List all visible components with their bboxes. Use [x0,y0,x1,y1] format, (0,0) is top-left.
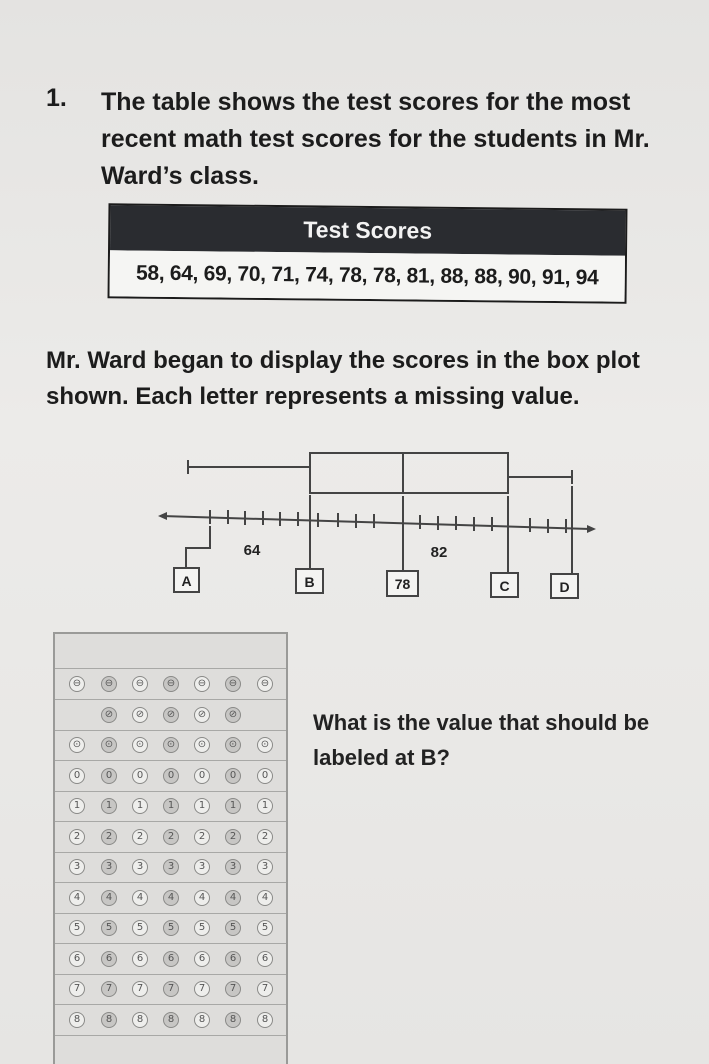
answer-bubble[interactable]: 7 [69,981,85,997]
answer-bubble[interactable]: 0 [69,768,85,784]
answer-bubble[interactable]: 6 [194,951,210,967]
label-box-c [491,573,518,597]
answer-bubble[interactable]: 5 [163,920,179,936]
scores-table [108,203,628,303]
answer-bubble[interactable]: 1 [163,798,179,814]
answer-bubble-grid [53,632,288,1064]
answer-bubble[interactable]: 2 [69,829,85,845]
answer-bubble[interactable]: ⊖ [163,676,179,692]
answer-bubble[interactable]: 4 [69,890,85,906]
answer-bubble[interactable]: 0 [132,768,148,784]
answer-bubble[interactable]: 6 [69,951,85,967]
answer-bubble[interactable]: 8 [101,1012,117,1028]
answer-bubble[interactable]: 7 [163,981,179,997]
answer-bubble[interactable]: 1 [257,798,273,814]
label-box-78 [387,571,418,596]
answer-bubble[interactable]: 0 [225,768,241,784]
label-box-b [296,569,323,593]
svg-text:C: C [499,578,510,594]
answer-bubble[interactable]: 3 [132,859,148,875]
answer-bubble[interactable]: 0 [101,768,117,784]
answer-bubble[interactable]: 2 [225,829,241,845]
grid-header-row [55,634,286,669]
question-b-text: What is the value that should be labeled at B? [313,710,650,770]
answer-bubble[interactable]: 6 [132,951,148,967]
tick-label-64: 64 [243,542,261,559]
answer-bubble[interactable]: 6 [225,951,241,967]
answer-bubble[interactable]: ⊖ [132,676,148,692]
answer-bubble[interactable]: 4 [257,890,273,906]
answer-bubble[interactable]: 2 [163,829,179,845]
table-scores: 58, 64, 69, 70, 71, 74, 78, 78, 81, 88, 88, 90, 91, 94 [110,250,625,301]
answer-bubble[interactable]: 8 [69,1012,85,1028]
answer-bubble[interactable]: 6 [163,951,179,967]
answer-bubble[interactable]: 0 [194,768,210,784]
answer-bubble[interactable]: 5 [132,920,148,936]
answer-bubble[interactable]: 3 [163,859,179,875]
answer-bubble[interactable]: 4 [194,890,210,906]
answer-bubble[interactable]: ⊖ [69,676,85,692]
answer-bubble[interactable]: 8 [257,1012,273,1028]
answer-bubble[interactable]: 7 [257,981,273,997]
answer-bubble[interactable]: 7 [132,981,148,997]
answer-bubble[interactable]: 1 [225,798,241,814]
answer-bubble[interactable]: ⊖ [257,676,273,692]
answer-bubble[interactable]: 5 [101,920,117,936]
answer-bubble[interactable]: 2 [132,829,148,845]
label-box-a [174,568,199,592]
answer-bubble[interactable]: 4 [163,890,179,906]
answer-bubble[interactable]: ⊙ [101,737,117,753]
answer-bubble[interactable]: 7 [225,981,241,997]
number-line-arrow-right [587,525,596,533]
answer-bubble[interactable]: ⊘ [101,707,117,723]
box [310,453,508,493]
answer-bubble[interactable]: 4 [132,890,148,906]
number-line-arrow-left [158,512,167,520]
leader-lines [186,486,572,576]
answer-bubble[interactable]: 6 [257,951,273,967]
answer-bubble[interactable]: 3 [101,859,117,875]
answer-bubble[interactable]: 8 [132,1012,148,1028]
tick-label-82: 82 [430,544,448,561]
table-header: Test Scores [110,205,625,255]
tick-marks [210,510,566,533]
answer-bubble[interactable]: ⊙ [163,737,179,753]
answer-bubble[interactable]: 4 [225,890,241,906]
answer-bubble[interactable]: 0 [163,768,179,784]
answer-bubble[interactable]: 5 [257,920,273,936]
answer-bubble[interactable]: ⊙ [69,737,85,753]
answer-bubble[interactable]: 3 [194,859,210,875]
answer-bubble[interactable]: 8 [225,1012,241,1028]
answer-bubble[interactable]: 2 [101,829,117,845]
answer-bubble[interactable]: 7 [101,981,117,997]
svg-text:B: B [304,574,315,590]
answer-bubble[interactable]: 7 [194,981,210,997]
svg-text:A: A [181,573,192,589]
answer-bubble[interactable]: 8 [194,1012,210,1028]
answer-bubble[interactable]: ⊘ [163,707,179,723]
answer-bubble[interactable]: 1 [194,798,210,814]
svg-text:D: D [559,579,570,595]
question-number: 1. [46,84,67,112]
answer-bubble[interactable]: ⊙ [132,737,148,753]
answer-bubble[interactable]: 6 [101,951,117,967]
answer-bubble[interactable]: ⊖ [194,676,210,692]
number-line [162,516,590,529]
answer-bubble[interactable]: ⊙ [225,737,241,753]
answer-bubble[interactable]: ⊙ [257,737,273,753]
answer-bubble[interactable]: 3 [225,859,241,875]
answer-bubble[interactable]: 3 [257,859,273,875]
answer-bubble[interactable]: ⊖ [225,676,241,692]
prompt-text: Mr. Ward began to display the scores in the box plot shown. Each letter represents a missing value. [46,347,640,410]
answer-bubble[interactable]: 1 [69,798,85,814]
answer-bubble[interactable]: 4 [101,890,117,906]
answer-bubble[interactable]: ⊙ [194,737,210,753]
answer-bubble[interactable]: 5 [69,920,85,936]
answer-bubble[interactable]: 8 [163,1012,179,1028]
answer-bubble[interactable]: ⊖ [101,676,117,692]
label-box-d [551,574,578,598]
answer-bubble[interactable]: ⊘ [225,707,241,723]
answer-bubble[interactable]: ⊘ [194,707,210,723]
answer-bubble[interactable]: 5 [194,920,210,936]
answer-bubble[interactable]: 0 [257,768,273,784]
answer-bubble[interactable]: 3 [69,859,85,875]
answer-bubble[interactable]: 5 [225,920,241,936]
answer-bubble[interactable]: ⊘ [132,707,148,723]
answer-bubble[interactable]: 1 [132,798,148,814]
question-text: The table shows the test scores for the most recent math test scores for the students in Mr. Ward’s class. [101,88,650,190]
svg-text:78: 78 [394,576,411,592]
answer-bubble[interactable]: 2 [194,829,210,845]
box-plot [0,440,709,620]
answer-bubble[interactable]: 1 [101,798,117,814]
answer-bubble[interactable]: 2 [257,829,273,845]
